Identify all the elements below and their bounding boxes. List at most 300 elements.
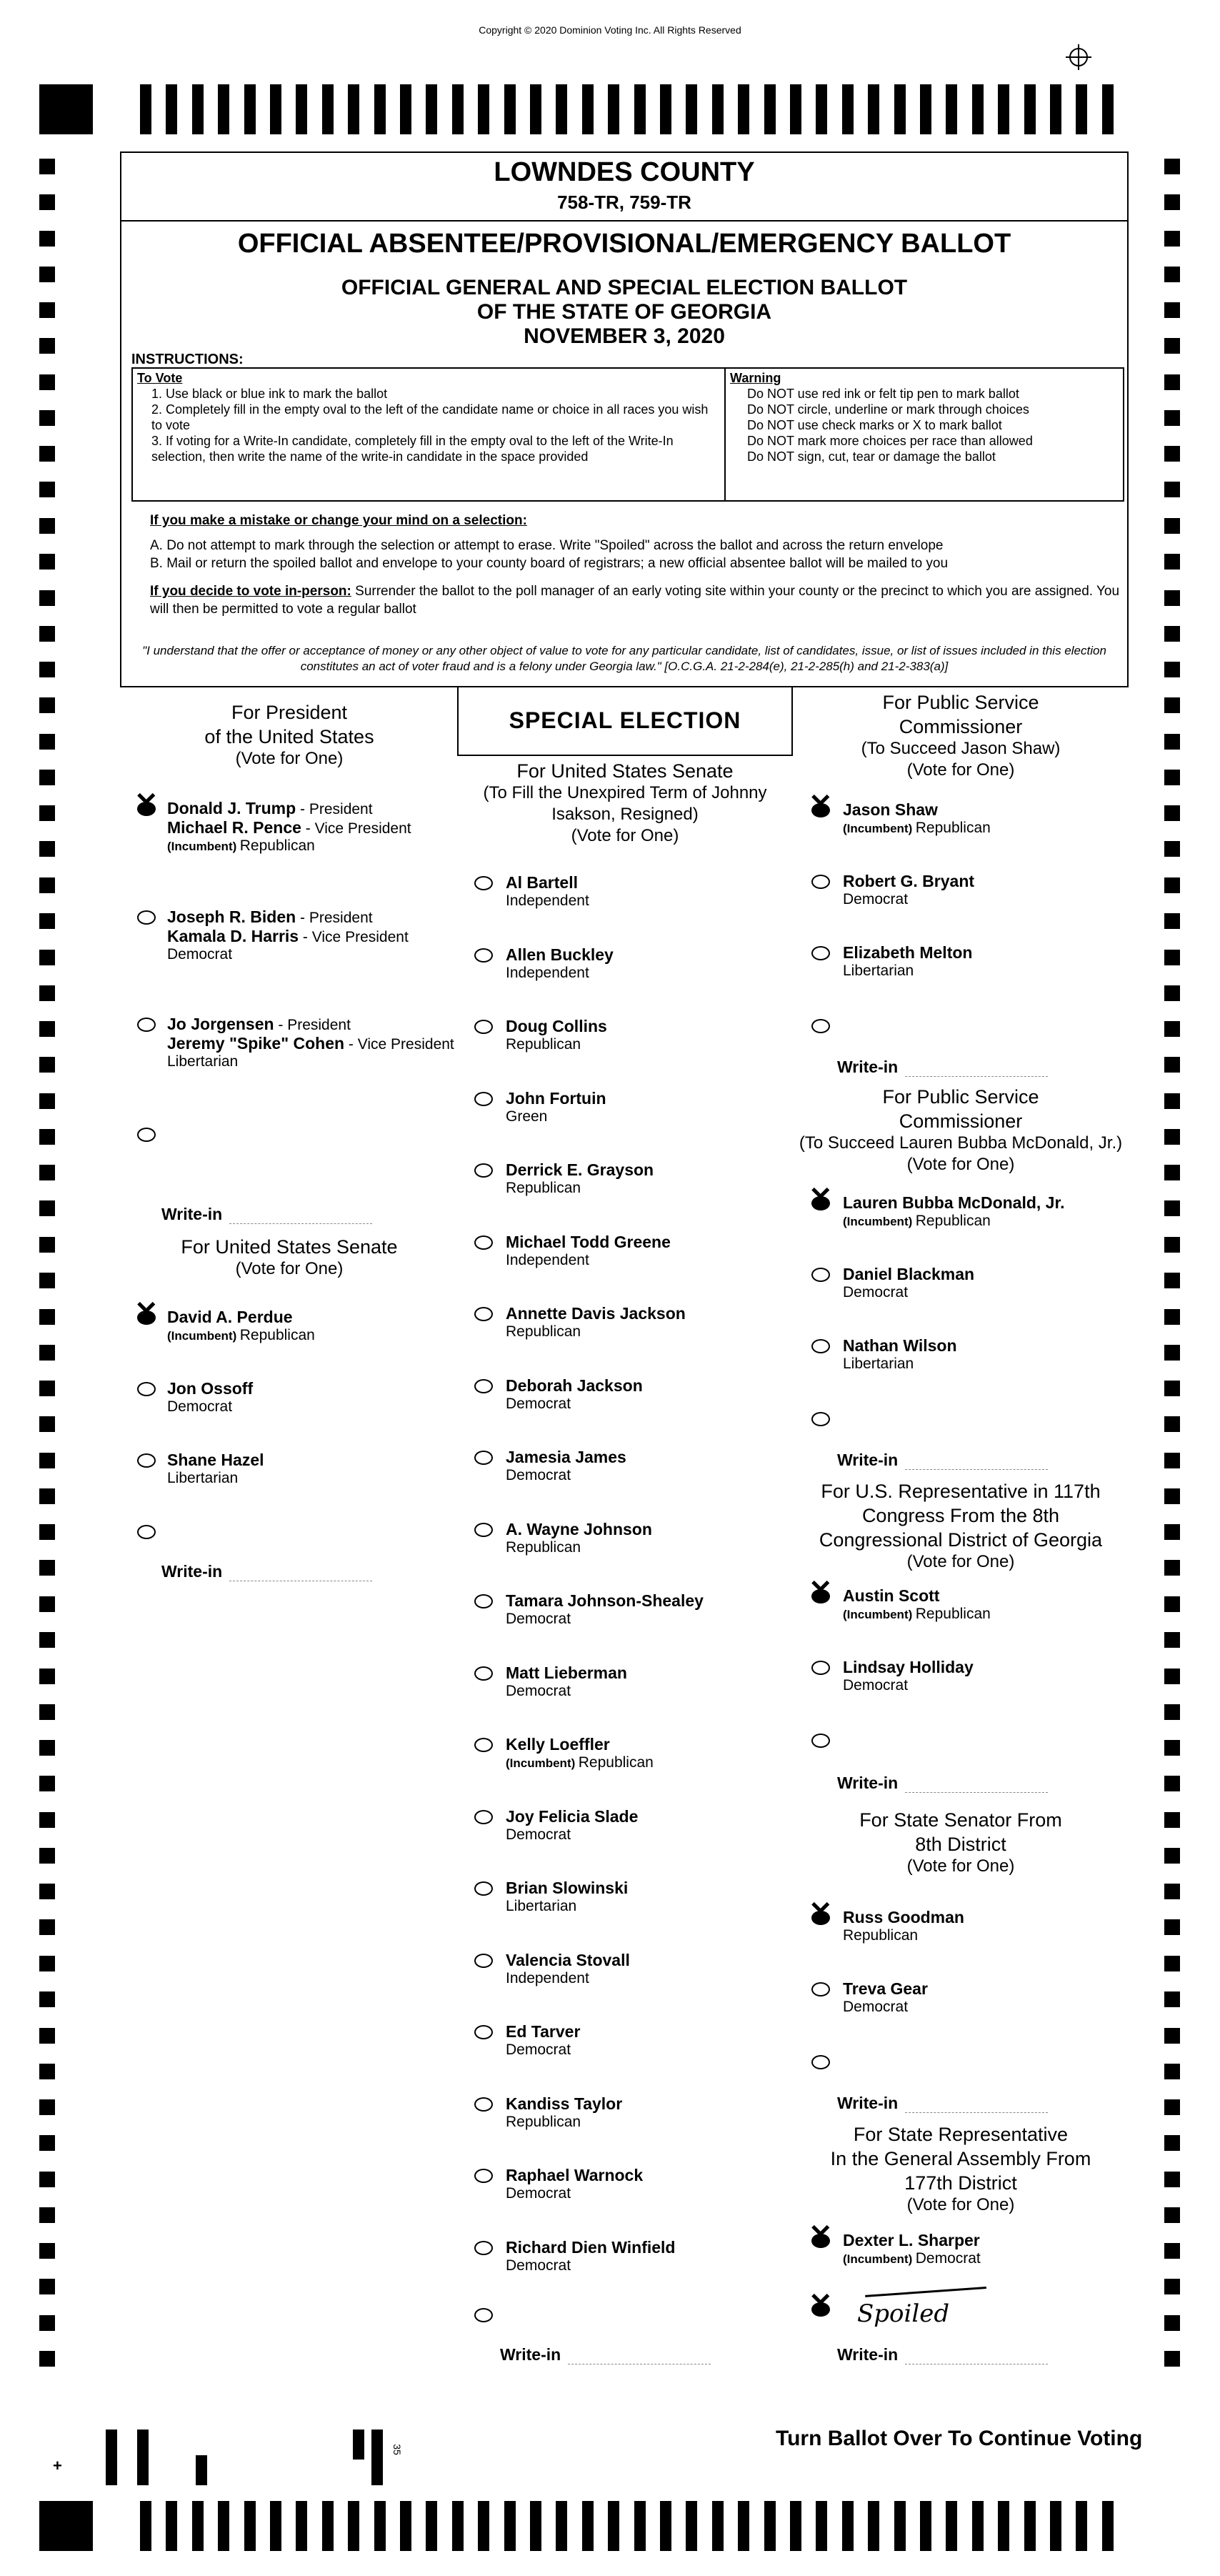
timing-bar — [1102, 84, 1114, 134]
candidate: Lauren Bubba McDonald, Jr. (Incumbent) Republican — [843, 1193, 1065, 1229]
timing-bar — [1102, 2501, 1114, 2551]
candidate-oval[interactable] — [474, 1163, 493, 1178]
mistake-section — [150, 512, 1121, 618]
side-mark — [1164, 1596, 1180, 1612]
candidate-oval[interactable] — [811, 1268, 830, 1282]
candidate: A. Wayne Johnson Republican — [506, 1519, 652, 1556]
timing-bar — [920, 2501, 931, 2551]
side-mark — [1164, 985, 1180, 1001]
timing-bar — [478, 84, 489, 134]
side-mark — [39, 1165, 55, 1180]
side-mark — [39, 1129, 55, 1145]
side-mark — [39, 338, 55, 354]
write-in-state_rep[interactable] — [837, 2345, 1048, 2364]
side-mark — [1164, 446, 1180, 462]
timing-bar — [894, 2501, 906, 2551]
candidate-oval[interactable] — [137, 1018, 156, 1032]
candidate: Brian Slowinski Libertarian — [506, 1879, 629, 1914]
side-mark — [1164, 2351, 1180, 2367]
side-mark — [39, 446, 55, 462]
contest-subtitle: (To Succeed Jason Shaw) — [861, 739, 1061, 758]
candidate-oval[interactable] — [811, 1982, 830, 1996]
timing-bar — [270, 2501, 281, 2551]
side-mark — [1164, 1848, 1180, 1864]
write-in-line[interactable] — [229, 1580, 372, 1581]
side-mark — [1164, 410, 1180, 426]
side-mark — [39, 841, 55, 857]
side-mark — [39, 1524, 55, 1540]
candidate: Dexter L. Sharper (Incumbent) Democrat — [843, 2231, 981, 2267]
side-mark — [39, 1273, 55, 1288]
in-person-heading: If you decide to vote in-person: — [150, 584, 351, 599]
side-mark — [39, 410, 55, 426]
timing-bar — [426, 84, 437, 134]
candidate-oval[interactable] — [811, 1339, 830, 1353]
side-mark — [1164, 1991, 1180, 2007]
write-in-senate[interactable] — [161, 1562, 372, 1581]
write-in-line[interactable] — [905, 1075, 1048, 1077]
candidate-oval[interactable] — [474, 948, 493, 963]
write-in-label: Write-in — [161, 1205, 223, 1223]
timing-bar — [946, 84, 957, 134]
side-mark — [1164, 1956, 1180, 1971]
timing-bar — [738, 2501, 749, 2551]
side-mark — [39, 950, 55, 965]
candidate: Richard Dien Winfield Democrat — [506, 2237, 676, 2274]
side-mark — [39, 2315, 55, 2331]
candidate-oval[interactable] — [474, 1379, 493, 1393]
side-mark — [1164, 805, 1180, 821]
timing-bar — [868, 84, 879, 134]
ballot-code: 35 — [391, 2444, 403, 2455]
write-in-label: Write-in — [837, 1058, 899, 1076]
to-vote-step-1: 1. Use black or blue ink to mark the ballot — [151, 387, 388, 401]
candidate: Austin Scott (Incumbent) Republican — [843, 1586, 991, 1622]
side-mark — [1164, 2172, 1180, 2187]
timing-bar — [712, 2501, 724, 2551]
side-mark — [39, 1776, 55, 1791]
contest-title: For President — [231, 702, 348, 723]
side-mark — [1164, 554, 1180, 570]
hand-mark-icon: ✕ — [809, 1575, 833, 1606]
timing-bar — [556, 2501, 567, 2551]
side-mark — [1164, 1165, 1180, 1180]
barcode-bar — [353, 2430, 364, 2460]
special-election-label: SPECIAL ELECTION — [509, 707, 741, 733]
vote-for-label: (Vote for One) — [906, 760, 1015, 780]
barcode-bar — [196, 2455, 207, 2485]
contest-title: For State Representative — [853, 2124, 1069, 2145]
hand-mark-icon: ✕ — [809, 2219, 833, 2251]
timing-bar — [192, 2501, 204, 2551]
timing-bar — [816, 2501, 827, 2551]
candidate-oval[interactable] — [474, 1523, 493, 1537]
candidate-oval[interactable] — [137, 1453, 156, 1468]
candidate-oval[interactable] — [474, 1881, 493, 1896]
write-in-special-senate[interactable] — [500, 2345, 711, 2364]
side-mark — [39, 1057, 55, 1073]
side-mark — [39, 1596, 55, 1612]
write-in-line[interactable] — [229, 1223, 372, 1224]
timing-bar — [1076, 2501, 1087, 2551]
timing-bar — [348, 2501, 359, 2551]
candidate-oval[interactable] — [474, 2025, 493, 2039]
candidate-oval[interactable] — [811, 875, 830, 889]
write-in-line[interactable] — [905, 2112, 1048, 2113]
side-mark — [1164, 1669, 1180, 1684]
contest-title: of the United States — [204, 726, 374, 747]
side-mark — [1164, 2135, 1180, 2151]
timing-bar — [452, 84, 464, 134]
to-vote-heading: To Vote — [137, 371, 183, 385]
copyright-notice: Copyright © 2020 Dominion Voting Inc. All Rights Reserved — [479, 24, 741, 36]
contest-title: For United States Senate — [516, 760, 734, 782]
timing-bar — [478, 2501, 489, 2551]
side-mark — [1164, 1237, 1180, 1253]
write-in-label: Write-in — [837, 2345, 899, 2364]
contest-title: In the General Assembly From — [830, 2148, 1091, 2169]
write-in-label: Write-in — [161, 1562, 223, 1581]
side-mark — [39, 2135, 55, 2151]
timing-bar — [1076, 84, 1087, 134]
write-in-oval[interactable] — [811, 1412, 830, 1426]
barcode-bar — [137, 2430, 149, 2485]
side-mark — [39, 1488, 55, 1504]
timing-bar — [166, 84, 177, 134]
contest-title: For United States Senate — [181, 1236, 398, 1258]
hand-mark-icon: ✕ — [134, 1296, 159, 1328]
timing-bar — [608, 84, 619, 134]
candidate: Elizabeth Melton Libertarian — [843, 943, 973, 979]
side-mark — [1164, 482, 1180, 497]
warning-heading: Warning — [730, 371, 781, 385]
candidate: Kandiss Taylor Republican — [506, 2094, 623, 2130]
scribble-mark — [864, 2265, 986, 2297]
candidate: Allen Buckley Independent — [506, 945, 614, 981]
side-mark — [39, 1991, 55, 2007]
timing-bar — [348, 84, 359, 134]
candidate: John Fortuin Green — [506, 1088, 606, 1125]
candidate-oval[interactable] — [811, 946, 830, 960]
side-mark — [39, 770, 55, 785]
candidate-oval[interactable] — [474, 1307, 493, 1321]
contest-title: Commissioner — [899, 716, 1023, 737]
candidate: Valencia Stovall Independent — [506, 1950, 630, 1986]
side-mark — [39, 2064, 55, 2079]
side-mark — [39, 1200, 55, 1216]
vote-for-label: (Vote for One) — [235, 1259, 344, 1278]
side-mark — [39, 1740, 55, 1756]
side-mark — [1164, 1129, 1180, 1145]
timing-bar — [556, 84, 567, 134]
write-in-oval[interactable] — [474, 2308, 493, 2322]
warning-section — [730, 370, 1121, 464]
side-mark — [39, 1812, 55, 1828]
side-mark — [1164, 1524, 1180, 1540]
side-mark — [1164, 913, 1180, 929]
mistake-a: A. Do not attempt to mark through the selection or attempt to erase. Write "Spoiled" across the ballot and across the return envelope — [150, 538, 944, 553]
side-mark — [1164, 1632, 1180, 1648]
side-mark — [1164, 877, 1180, 893]
ballot-title: OFFICIAL ABSENTEE/PROVISIONAL/EMERGENCY BALLOT — [237, 229, 1011, 259]
county-name: LOWNDES COUNTY — [494, 157, 755, 187]
timing-bar — [582, 2501, 594, 2551]
side-mark — [39, 2207, 55, 2223]
candidate-oval[interactable] — [474, 1594, 493, 1608]
barcode-bar — [371, 2430, 383, 2485]
side-mark — [1164, 159, 1180, 174]
handwritten-write-in: Spoiled — [857, 2299, 950, 2328]
warning-4: Do NOT mark more choices per race than allowed — [747, 434, 1033, 448]
candidate: Jason Shaw (Incumbent) Republican — [843, 800, 991, 836]
side-mark — [39, 267, 55, 282]
side-mark — [39, 2243, 55, 2259]
timing-bar — [504, 2501, 516, 2551]
timing-bar — [504, 84, 516, 134]
election-date: NOVEMBER 3, 2020 — [524, 324, 725, 348]
write-in-president[interactable] — [161, 1205, 372, 1224]
registration-target-icon — [1064, 43, 1093, 71]
timing-block — [39, 84, 93, 134]
write-in-state_senate[interactable] — [837, 2094, 1048, 2113]
side-mark — [39, 805, 55, 821]
timing-bar — [998, 84, 1009, 134]
side-mark — [39, 1669, 55, 1684]
write-in-line[interactable] — [905, 1791, 1048, 1793]
timing-bar — [322, 84, 334, 134]
side-mark — [1164, 697, 1180, 713]
candidate-oval[interactable] — [474, 2169, 493, 2183]
side-mark — [39, 554, 55, 570]
candidate: Deborah Jackson Democrat — [506, 1376, 643, 1412]
side-mark — [1164, 374, 1180, 390]
side-mark — [39, 374, 55, 390]
side-mark — [1164, 950, 1180, 965]
timing-bar — [738, 84, 749, 134]
side-mark — [39, 2099, 55, 2115]
candidate-oval[interactable] — [474, 1092, 493, 1106]
side-mark — [1164, 1381, 1180, 1396]
side-mark — [1164, 770, 1180, 785]
side-mark — [39, 1560, 55, 1576]
hand-mark-icon: ✕ — [809, 1896, 833, 1928]
side-mark — [1164, 2028, 1180, 2044]
timing-bar — [634, 2501, 646, 2551]
side-mark — [1164, 338, 1180, 354]
side-mark — [1164, 2207, 1180, 2223]
timing-bar — [244, 84, 256, 134]
side-mark — [1164, 1416, 1180, 1432]
timing-bar — [686, 84, 697, 134]
write-in-congress[interactable] — [837, 1774, 1048, 1793]
side-mark — [39, 1021, 55, 1037]
candidate-oval[interactable] — [474, 1810, 493, 1824]
side-mark — [1164, 590, 1180, 606]
side-mark — [39, 626, 55, 642]
side-mark — [39, 518, 55, 534]
timing-bar — [998, 2501, 1009, 2551]
contest-title: Congress From the 8th — [861, 1505, 1060, 1526]
side-mark — [1164, 267, 1180, 282]
side-mark — [39, 2279, 55, 2294]
write-in-line[interactable] — [568, 2363, 711, 2364]
timing-bar — [686, 2501, 697, 2551]
side-mark — [39, 302, 55, 318]
write-in-line[interactable] — [905, 1468, 1048, 1470]
warning-5: Do NOT sign, cut, tear or damage the ballot — [747, 449, 996, 464]
write-in-psc_shaw[interactable] — [837, 1058, 1048, 1077]
side-mark — [39, 1919, 55, 1935]
timing-bar — [1050, 2501, 1061, 2551]
side-mark — [39, 697, 55, 713]
candidate: Nathan Wilson Libertarian — [843, 1336, 957, 1372]
side-mark — [39, 590, 55, 606]
side-mark — [39, 194, 55, 210]
write-in-oval[interactable] — [137, 1525, 156, 1539]
candidate-oval[interactable] — [474, 876, 493, 890]
side-mark — [39, 1093, 55, 1109]
side-mark — [1164, 1704, 1180, 1720]
candidate: Joy Felicia Slade Democrat — [506, 1806, 639, 1843]
candidate-oval[interactable] — [811, 1661, 830, 1675]
divider — [120, 220, 1129, 222]
side-mark — [39, 231, 55, 247]
contest-title: 8th District — [915, 1834, 1006, 1855]
write-in-oval[interactable] — [137, 1128, 156, 1142]
timing-bar — [140, 84, 151, 134]
candidate: Raphael Warnock Democrat — [506, 2166, 644, 2202]
timing-bar — [140, 2501, 151, 2551]
write-in-oval[interactable] — [811, 1734, 830, 1748]
side-mark — [1164, 231, 1180, 247]
side-mark — [39, 1237, 55, 1253]
timing-bar — [452, 2501, 464, 2551]
timing-bar — [816, 84, 827, 134]
side-mark — [39, 2172, 55, 2187]
candidate-oval[interactable] — [474, 2097, 493, 2112]
side-mark — [39, 662, 55, 677]
side-mark — [1164, 1309, 1180, 1325]
write-in-label: Write-in — [500, 2345, 561, 2364]
timing-bar — [192, 84, 204, 134]
candidate-oval[interactable] — [474, 1235, 493, 1250]
turn-over-notice: Turn Ballot Over To Continue Voting — [776, 2427, 1143, 2450]
candidate: Doug Collins Republican — [506, 1017, 607, 1053]
timing-bar — [946, 2501, 957, 2551]
write-in-oval[interactable] — [811, 2055, 830, 2069]
in-person-text: Surrender the ballot to the poll manager of an early voting site within your county or the precinct to which you are assigned. You will then be permitted to vote a regular ballot — [150, 584, 1120, 617]
candidate-oval[interactable] — [474, 1020, 493, 1034]
write-in-line[interactable] — [905, 2363, 1048, 2364]
timing-bar — [608, 2501, 619, 2551]
timing-bar — [1024, 2501, 1036, 2551]
timing-bar — [764, 2501, 776, 2551]
timing-bar — [374, 2501, 386, 2551]
candidate: Michael Todd Greene Independent — [506, 1232, 671, 1268]
candidate: Daniel Blackman Democrat — [843, 1265, 975, 1301]
candidate: Jo Jorgensen - President Jeremy "Spike" Cohen - Vice President Libertarian — [167, 1015, 454, 1070]
side-mark — [1164, 194, 1180, 210]
candidate-oval[interactable] — [474, 2241, 493, 2255]
side-mark — [1164, 1093, 1180, 1109]
contest-title: Commissioner — [899, 1110, 1023, 1132]
write-in-oval[interactable] — [811, 1019, 830, 1033]
side-mark — [1164, 2064, 1180, 2079]
candidate-oval[interactable] — [474, 1451, 493, 1465]
timing-bar — [764, 84, 776, 134]
candidate-oval[interactable] — [137, 1382, 156, 1396]
hand-mark-icon: ✕ — [809, 789, 833, 820]
side-mark — [1164, 1919, 1180, 1935]
timing-bar — [972, 84, 984, 134]
side-mark — [39, 1632, 55, 1648]
candidate: Derrick E. Grayson Republican — [506, 1160, 654, 1196]
candidate-oval[interactable] — [474, 1738, 493, 1752]
timing-bar — [582, 84, 594, 134]
timing-bar — [400, 2501, 411, 2551]
side-mark — [1164, 1273, 1180, 1288]
candidate-oval[interactable] — [474, 1954, 493, 1968]
side-mark — [1164, 302, 1180, 318]
side-mark — [1164, 1021, 1180, 1037]
contest-title: For State Senator From — [859, 1809, 1062, 1831]
candidate-oval[interactable] — [474, 1666, 493, 1681]
hand-mark-icon: ✕ — [134, 787, 159, 819]
timing-bar — [218, 2501, 229, 2551]
candidate: Joseph R. Biden - President Kamala D. Harris - Vice President Democrat — [167, 907, 409, 963]
to-vote-step-3: 3. If voting for a Write-In candidate, completely fill in the empty oval to the left of the Write-In selection, then write the name of the write-in candidate in the space provided — [151, 434, 674, 464]
hand-mark-icon: ✕ — [809, 2288, 833, 2319]
timing-block — [39, 2501, 93, 2551]
timing-bar — [374, 84, 386, 134]
side-mark — [1164, 1057, 1180, 1073]
candidate: Lindsay Holliday Democrat — [843, 1658, 974, 1694]
candidate: Russ Goodman Republican — [843, 1908, 964, 1944]
contest-title: For Public Service — [882, 1086, 1039, 1108]
timing-bar — [868, 2501, 879, 2551]
timing-bar — [166, 2501, 177, 2551]
timing-bar — [1024, 84, 1036, 134]
side-mark — [39, 482, 55, 497]
side-mark — [39, 1416, 55, 1432]
candidate: Kelly Loeffler (Incumbent) Republican — [506, 1735, 654, 1771]
side-mark — [1164, 1776, 1180, 1791]
timing-bar — [842, 2501, 854, 2551]
write-in-psc_mcdonald[interactable] — [837, 1451, 1048, 1470]
timing-bar — [218, 84, 229, 134]
timing-bar — [634, 84, 646, 134]
side-mark — [39, 1704, 55, 1720]
side-mark — [39, 1956, 55, 1971]
warning-3: Do NOT use check marks or X to mark ballot — [747, 418, 1002, 432]
side-mark — [1164, 1345, 1180, 1361]
candidate-oval[interactable] — [137, 910, 156, 925]
side-mark — [1164, 1884, 1180, 1899]
candidate: Robert G. Bryant Democrat — [843, 872, 975, 907]
side-mark — [39, 877, 55, 893]
timing-bar — [426, 2501, 437, 2551]
timing-bar — [972, 2501, 984, 2551]
side-mark — [1164, 2099, 1180, 2115]
special-election-banner — [457, 686, 793, 756]
candidate: Jamesia James Democrat — [506, 1448, 626, 1483]
election-line-1: OFFICIAL GENERAL AND SPECIAL ELECTION BALLOT — [341, 276, 908, 299]
precinct-codes: 758-TR, 759-TR — [557, 192, 691, 213]
vote-for-label: (Vote for One) — [906, 1552, 1015, 1571]
side-mark — [1164, 2243, 1180, 2259]
contest-title: Congressional District of Georgia — [819, 1529, 1103, 1551]
timing-bar — [530, 84, 541, 134]
